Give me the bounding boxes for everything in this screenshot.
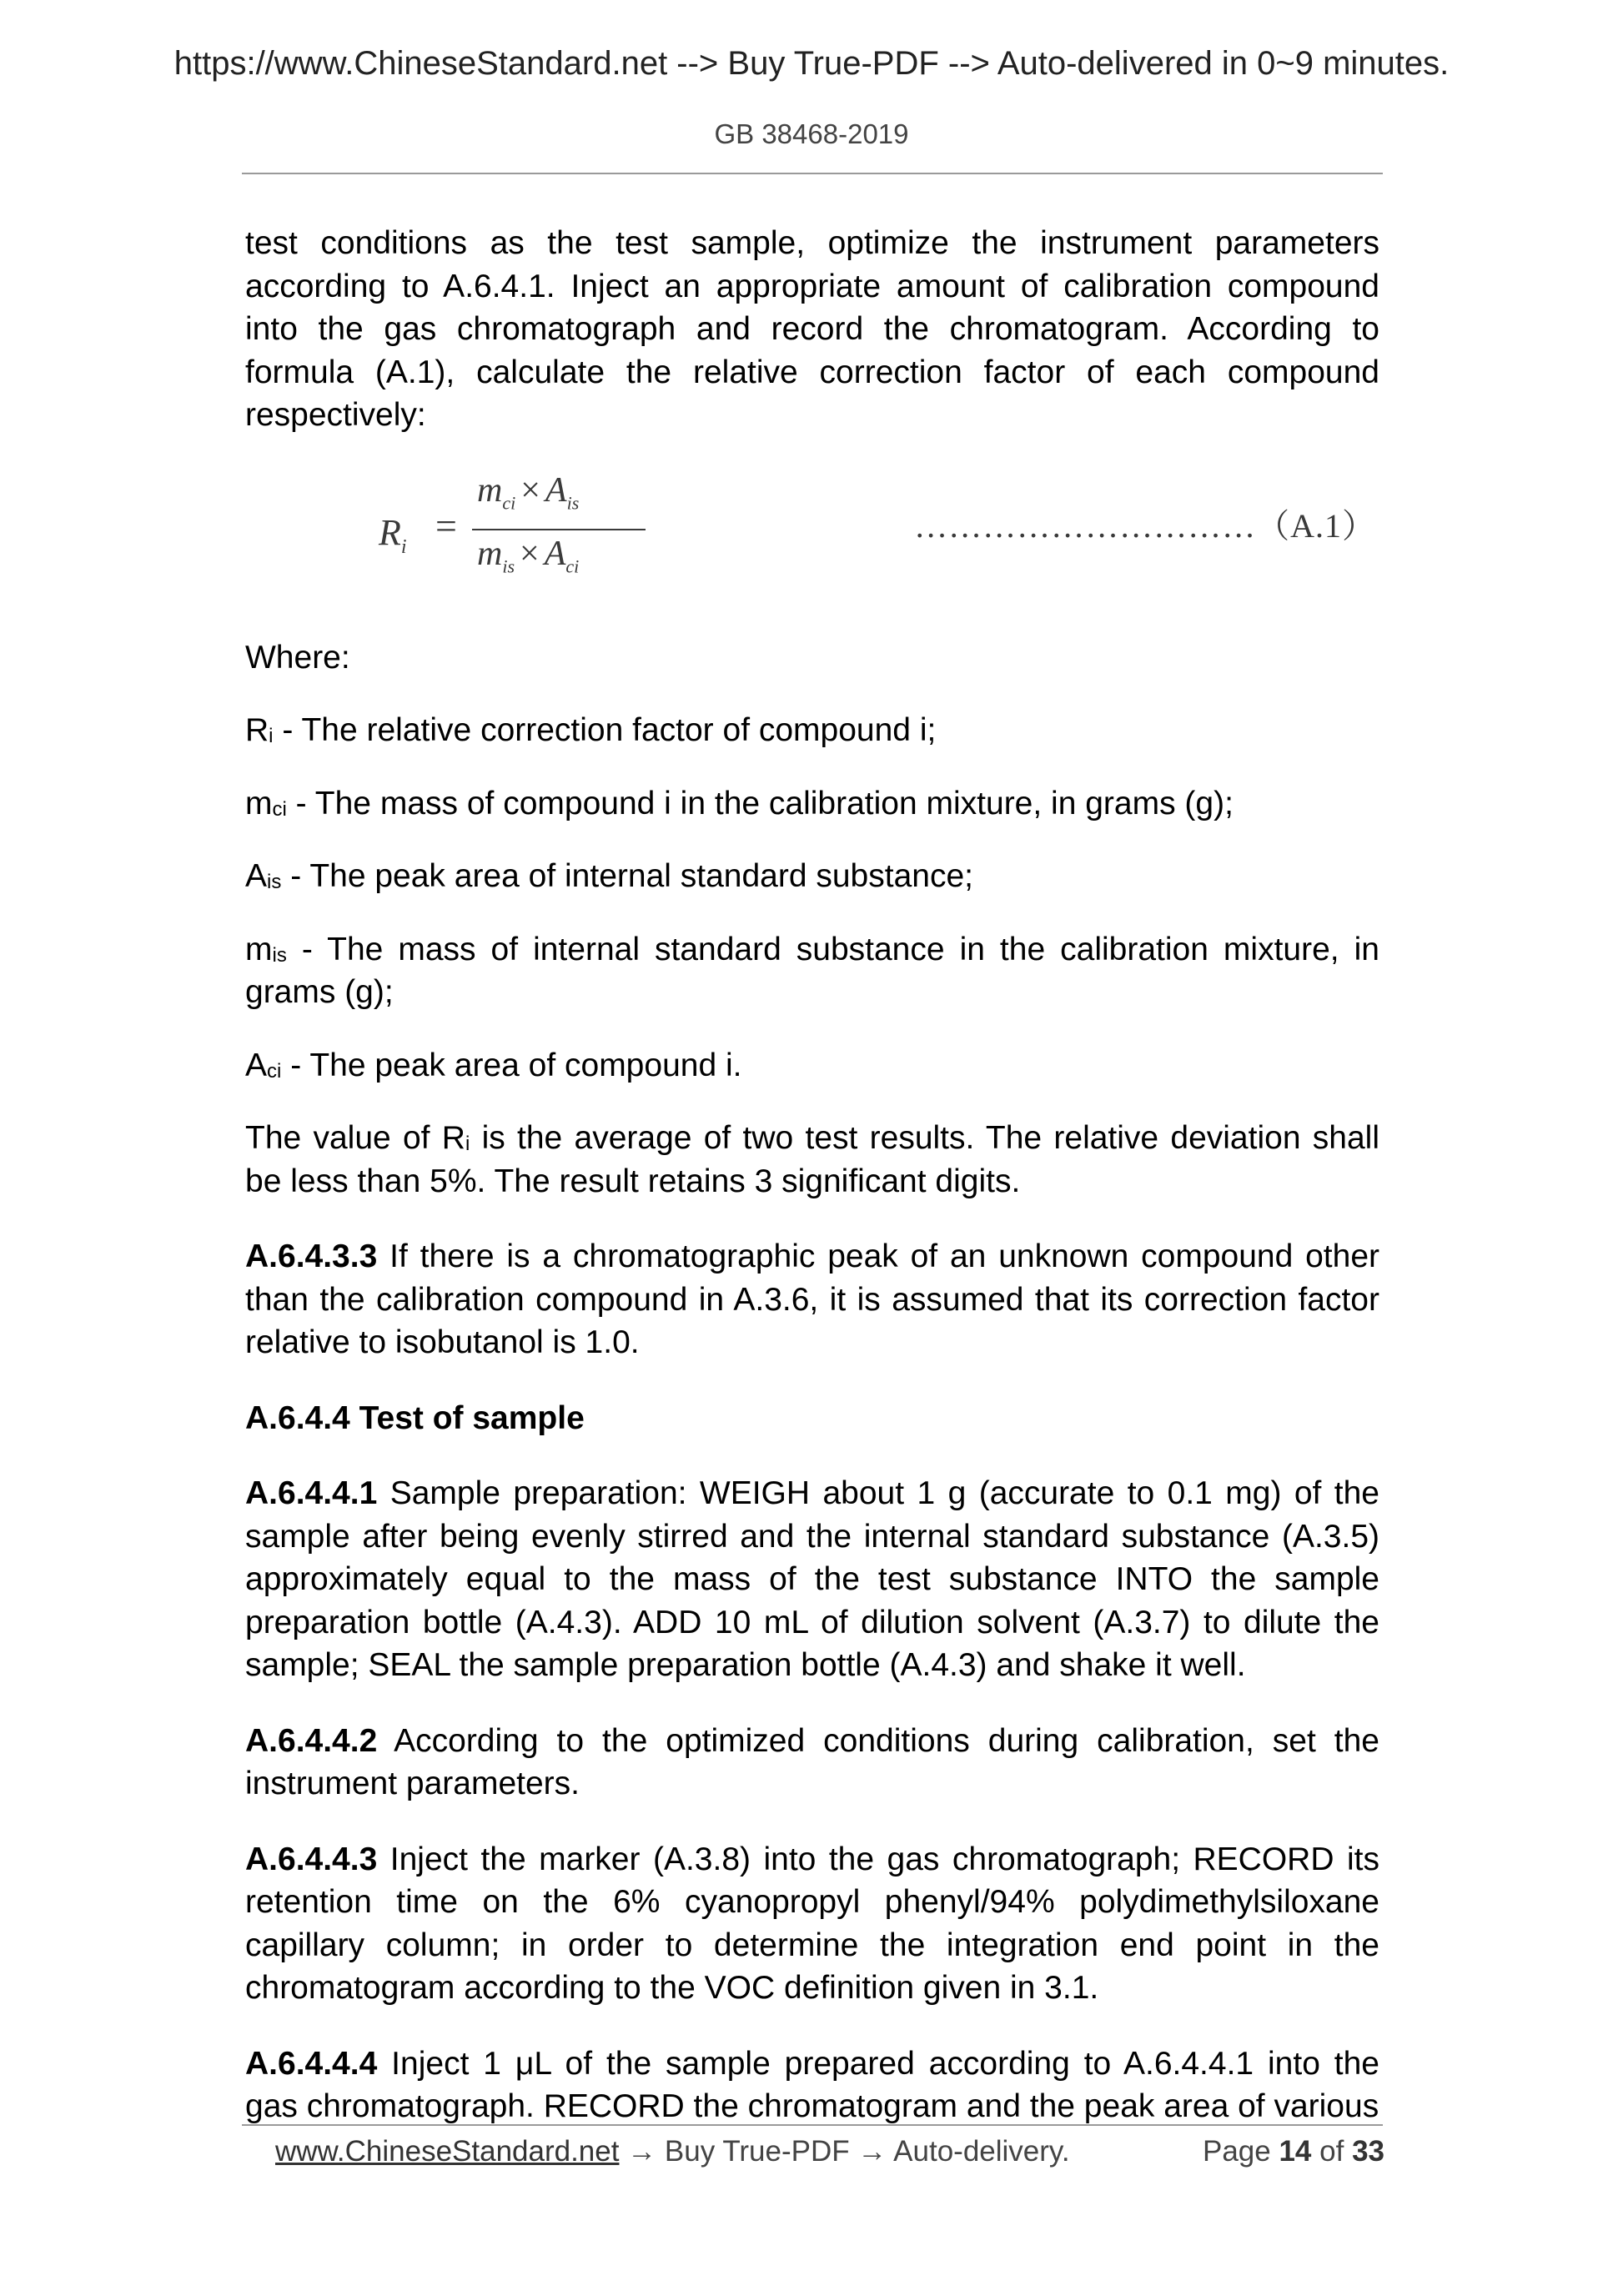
numerator-mass-sub: ci — [502, 491, 516, 513]
denominator-mass-sub: is — [502, 555, 515, 576]
definition-ais — [245, 855, 1379, 898]
formula-label: …………………………（A.1） — [914, 506, 1376, 545]
where-label: Where: — [245, 639, 350, 676]
clause-a6443 — [245, 1838, 1379, 2010]
definition-symbol: m — [245, 785, 273, 821]
formula-lhs-subscript: i — [400, 535, 407, 558]
definition-mis — [245, 928, 1379, 1014]
footer-tagline: → Buy True-PDF → Auto-delivery. — [619, 2135, 1070, 2168]
clause-number: A.6.4.3.3 — [245, 1238, 378, 1274]
denominator-mass: m — [477, 534, 503, 573]
clause-a6444 — [245, 2042, 1379, 2128]
clause-number: A.6.4.4.2 — [245, 1722, 378, 1759]
denominator-area-sub: ci — [565, 555, 580, 576]
clause-number: A.6.4.4.4 — [245, 2045, 378, 2082]
definition-text: - The peak area of internal standard substance; — [281, 858, 973, 894]
formula-expression — [379, 470, 679, 595]
definition-text: - The mass of internal standard substance in the calibration mixture, in grams (g); — [245, 931, 1379, 1010]
clause-text: If there is a chromatographic peak of an unknown compound other than the calibration compound in A.3.6, it is assumed that its correction factor relative to isobutanol is 1.0. — [245, 1238, 1379, 1360]
definition-subscript: ci — [272, 797, 287, 821]
clause-a6433 — [245, 1235, 1379, 1364]
numerator-area: A — [545, 470, 567, 510]
note-subscript: i — [465, 1133, 470, 1155]
formula-lhs — [379, 511, 407, 569]
definition-text: - The mass of compound i in the calibration mixture, in grams (g); — [286, 785, 1234, 821]
denominator-area: A — [544, 534, 566, 573]
formula-numerator — [477, 470, 579, 525]
page-body — [245, 222, 1379, 2161]
footer-site-link[interactable]: www.ChineseStandard.net — [275, 2135, 620, 2168]
clause-number: A.6.4.4.3 — [245, 1841, 378, 1877]
note-text: The value of R — [245, 1120, 465, 1156]
formula-lhs-symbol: R — [379, 511, 401, 553]
source-banner: https://www.ChineseStandard.net --> Buy True-PDF --> Auto-delivered in 0~9 minutes. — [173, 45, 1450, 82]
definition-aci — [245, 1044, 1379, 1088]
page-word: Page — [1202, 2135, 1271, 2168]
definition-symbol: A — [245, 858, 268, 894]
note-text: is the average of two test results. The relative deviation shall be less than 5%. The result retains 3 significant digits. — [245, 1120, 1379, 1199]
times-sign: × — [520, 534, 540, 573]
clause-a6441 — [245, 1472, 1379, 1687]
standard-code: GB 38468-2019 — [714, 118, 909, 149]
formula-a1 — [245, 470, 1379, 611]
clause-text: Inject the marker (A.3.8) into the gas chromatograph; RECORD its retention time on the 6% cyanopropyl phenyl/94% polydimethylsiloxane capillary column; in order to determine the integration end point in the chromatogram according to the VOC definition given in 3.1. — [245, 1841, 1379, 2006]
definition-symbol: m — [245, 931, 273, 967]
footer-divider — [242, 2124, 1383, 2126]
definition-subscript: i — [269, 725, 274, 747]
clause-text: Sample preparation: WEIGH about 1 g (accurate to 0.1 mg) of the sample after being evenly stirred and the internal standard substance (A.3.5) approximately equal to the mass of the test substance INTO the sample preparation bottle (A.4.3). ADD 10 mL of dilution solvent (A.3.7) to dilute the sample; SEAL the sample preparation bottle (A.4.3) and shake it well. — [245, 1475, 1379, 1683]
clause-number: A.6.4.4.1 — [245, 1475, 378, 1511]
of-word: of — [1319, 2135, 1344, 2168]
clause-text: According to the optimized conditions during calibration, set the instrument parameters. — [245, 1722, 1379, 1801]
definition-mci — [245, 782, 1379, 826]
page-indicator — [1203, 2135, 1384, 2168]
page-number: 14 — [1279, 2135, 1312, 2168]
page-total: 33 — [1352, 2135, 1384, 2168]
numerator-area-sub: is — [566, 491, 580, 513]
definition-subscript: is — [267, 871, 282, 893]
formula-equals: = — [435, 504, 457, 547]
header-divider — [242, 173, 1383, 174]
definition-text: - The relative correction factor of compound i; — [273, 712, 937, 748]
times-sign: × — [520, 470, 540, 510]
definition-symbol: A — [245, 1047, 268, 1083]
fraction-bar — [472, 529, 646, 530]
intro-paragraph: test conditions as the test sample, optimize the instrument parameters according to A.6.4.1. Inject an appropriate amount of calibration compound into the gas chromatograph and record the chromatogram. According to formula (A.1), calculate the relative correction factor of each compound respectively: — [245, 225, 1379, 433]
clause-text: Inject 1 μL of the sample prepared according to A.6.4.4.1 into the gas chromatograph. RECORD the chromatogram and the peak area of various — [245, 2045, 1379, 2124]
definition-symbol: R — [245, 712, 269, 748]
definition-subscript: is — [272, 943, 287, 967]
definition-ri — [245, 709, 1379, 752]
definition-subscript: ci — [267, 1059, 282, 1083]
definition-text: - The peak area of compound i. — [281, 1047, 742, 1083]
clause-a6442 — [245, 1720, 1379, 1806]
section-heading-a644: A.6.4.4 Test of sample — [245, 1399, 585, 1436]
numerator-mass: m — [477, 470, 503, 510]
formula-denominator — [477, 533, 579, 588]
ri-value-note — [245, 1117, 1379, 1203]
page-footer — [275, 2135, 1384, 2168]
